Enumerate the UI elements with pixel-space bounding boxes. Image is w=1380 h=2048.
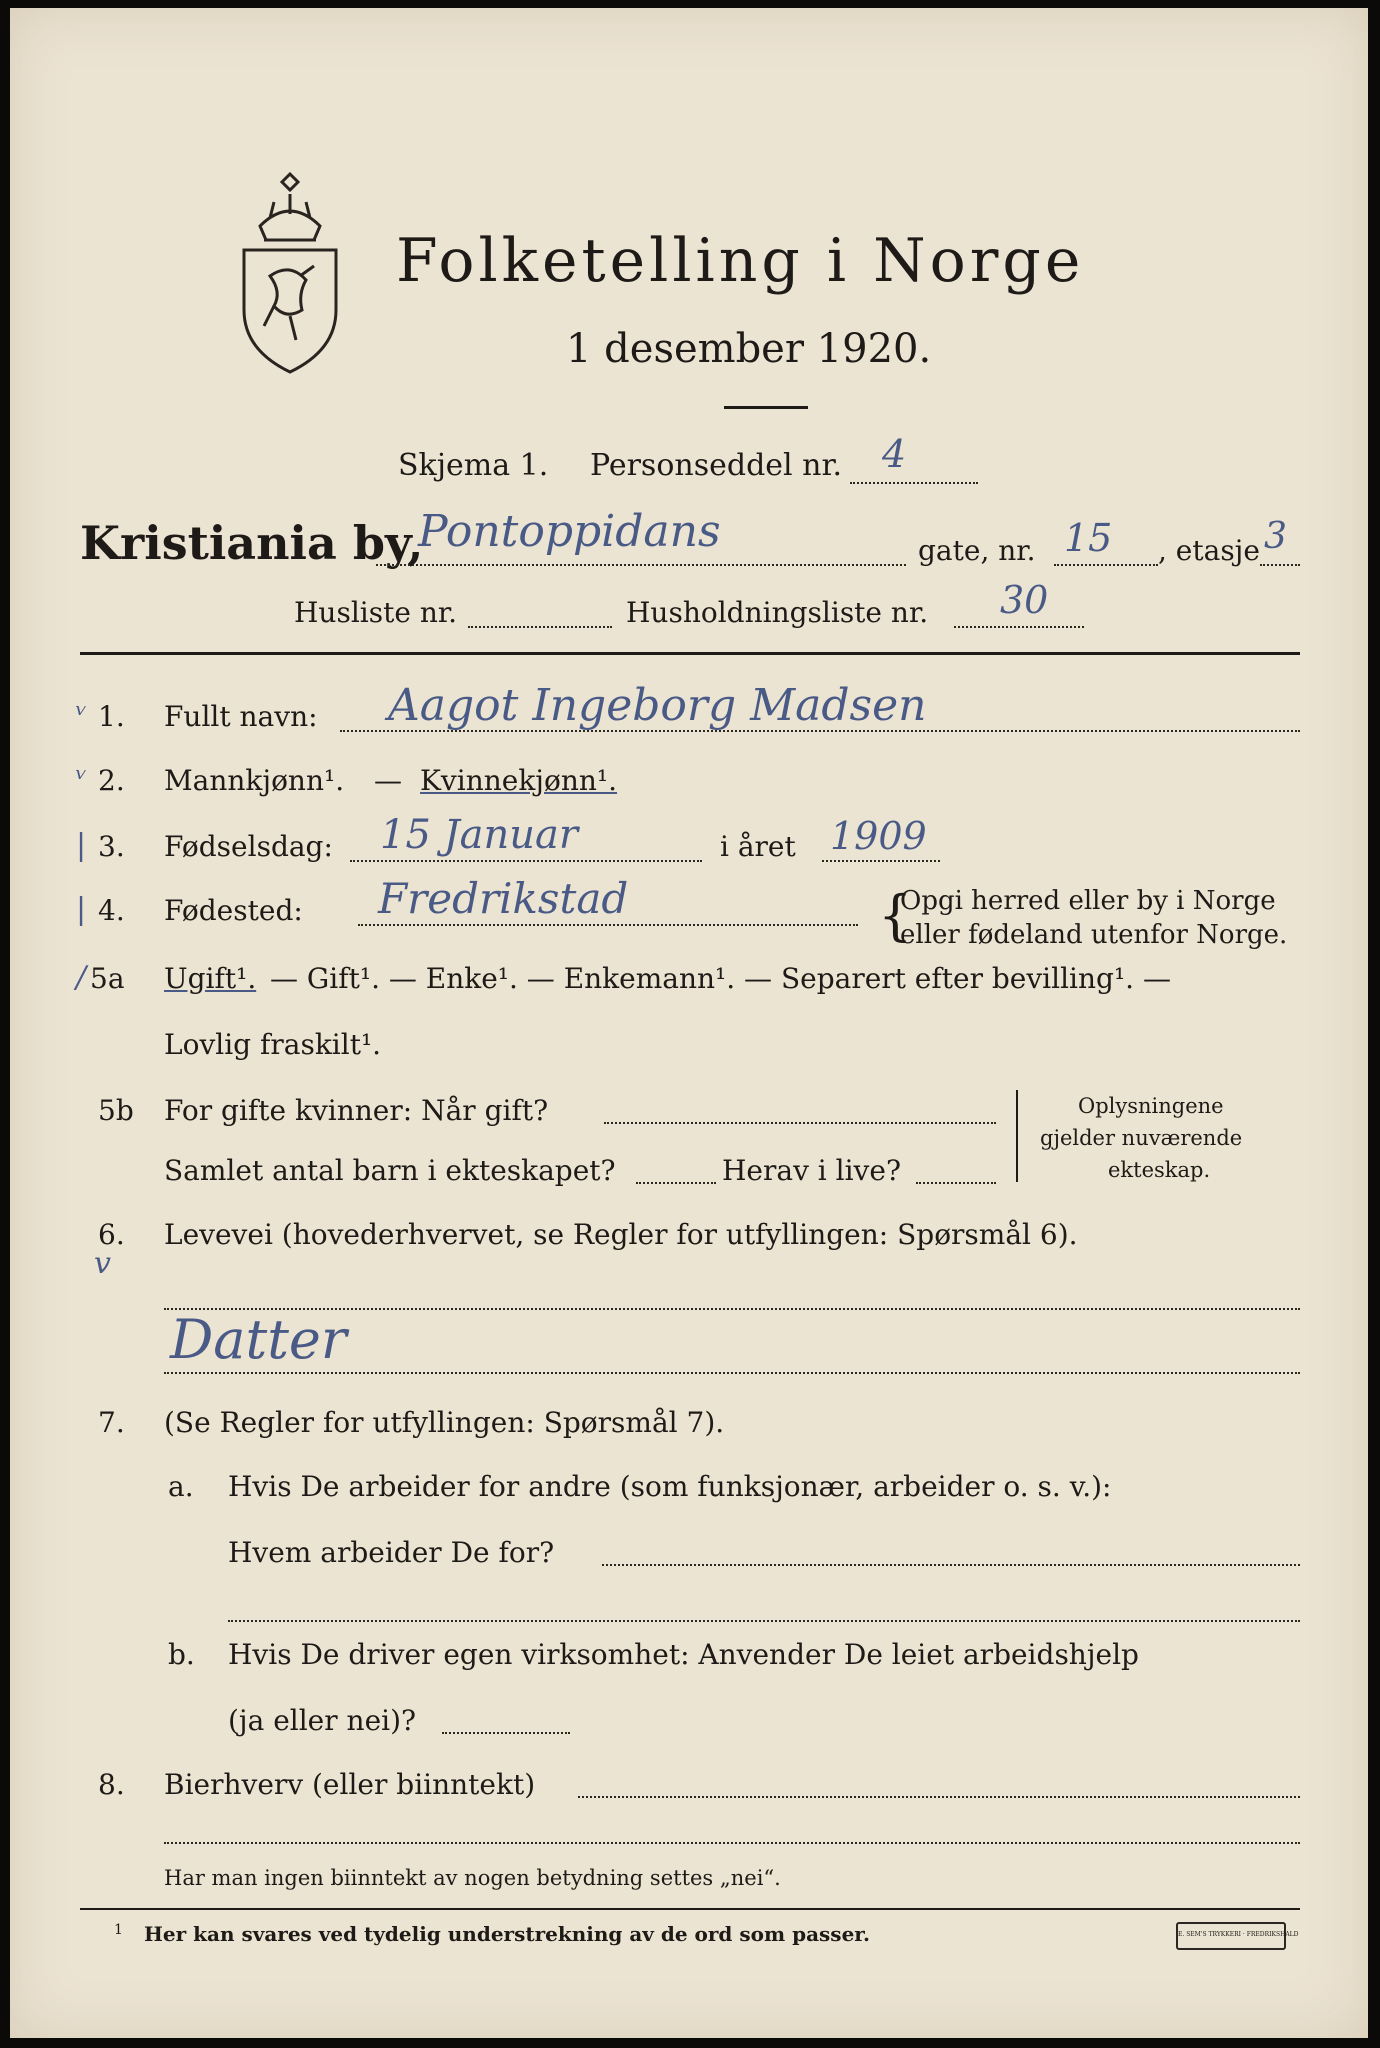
q5b-alive-line — [916, 1182, 996, 1184]
q3-check-mark: | — [76, 828, 87, 863]
q4-number: 4. — [98, 894, 125, 927]
q2-female-option[interactable]: Kvinnekjønn¹. — [420, 764, 618, 797]
q5b-number: 5b — [98, 1094, 134, 1127]
q1-number: 1. — [98, 700, 125, 733]
q6-check-mark: v — [94, 1246, 111, 1281]
footnote-text: Her kan svares ved tydelig understrekning av de ord som passer. — [144, 1922, 870, 1946]
q5b-children-line — [636, 1182, 716, 1184]
q6-number: 6. — [98, 1218, 125, 1251]
q3-label: Fødselsdag: — [164, 830, 333, 863]
q7a-answer-line — [602, 1564, 1300, 1566]
coat-of-arms-icon — [230, 166, 350, 376]
street-value[interactable]: Pontoppidans — [418, 506, 721, 557]
q1-label: Fullt navn: — [164, 700, 318, 733]
q3-year-label: i året — [720, 830, 796, 863]
q6-label: Levevei (hovederhvervet, se Regler for utfyllingen: Spørsmål 6). — [164, 1218, 1078, 1251]
q5a-other-options[interactable]: — Gift¹. — Enke¹. — Enkemann¹. — Separert efter bevilling¹. — — [270, 962, 1171, 995]
q1-value[interactable]: Aagot Ingeborg Madsen — [388, 680, 927, 731]
personseddel-value[interactable]: 4 — [882, 432, 907, 476]
q2-dash: — — [374, 764, 402, 797]
q5b-note-line1: Oplysningene — [1078, 1094, 1224, 1118]
gate-label: gate, nr. — [918, 534, 1036, 567]
q4-line — [358, 924, 858, 926]
husholdning-label: Husholdningsliste nr. — [626, 596, 929, 629]
q5b-married-label: For gifte kvinner: Når gift? — [164, 1094, 549, 1127]
husholdning-line — [954, 626, 1084, 628]
q5a-check-mark: / — [76, 960, 87, 995]
q5b-note-line2: gjelder nuværende — [1040, 1126, 1243, 1150]
q5b-note-bracket — [1016, 1090, 1018, 1182]
husliste-label: Husliste nr. — [294, 596, 458, 629]
q7-label: (Se Regler for utfyllingen: Spørsmål 7). — [164, 1406, 725, 1439]
q7b-answer-line — [442, 1732, 570, 1734]
footnote-marker: 1 — [114, 1922, 123, 1938]
city-label: Kristiania by, — [80, 516, 424, 570]
q3-year-value[interactable]: 1909 — [830, 814, 927, 858]
q3-date-value[interactable]: 15 Januar — [380, 812, 578, 858]
q7b-line1: Hvis De driver egen virksomhet: Anvender De leiet arbeidshjelp — [228, 1638, 1139, 1671]
q5b-children-label: Samlet antal barn i ekteskapet? — [164, 1154, 616, 1187]
q7a-line1: Hvis De arbeider for andre (som funksjonær, arbeider o. s. v.): — [228, 1470, 1112, 1503]
etasje-label: , etasje — [1158, 534, 1260, 567]
q7b-number: b. — [168, 1638, 195, 1671]
census-date: 1 desember 1920. — [566, 326, 932, 372]
q4-note-brace: { — [878, 884, 913, 947]
schema-label: Skjema 1. — [398, 448, 549, 483]
gate-nr-line — [1054, 564, 1158, 566]
q7b-line2: (ja eller nei)? — [228, 1704, 417, 1737]
q7-number: 7. — [98, 1406, 125, 1439]
title-divider — [724, 406, 808, 409]
footer-rule — [80, 1908, 1300, 1910]
q5b-married-line — [604, 1122, 996, 1124]
form-title: Folketelling i Norge — [396, 226, 1085, 296]
header-rule — [80, 652, 1300, 655]
q4-check-mark: | — [76, 892, 87, 927]
q7a-answer-line2 — [228, 1620, 1300, 1622]
q3-date-line — [350, 860, 702, 862]
q8-line2 — [164, 1842, 1300, 1844]
census-form — [10, 8, 1368, 2038]
q4-label: Fødested: — [164, 894, 303, 927]
q5a-ugift-option[interactable]: Ugift¹. — [164, 962, 257, 995]
q2-check-mark: ᵛ — [76, 762, 88, 797]
printer-stamp: E. SEM'S TRYKKERI · FREDRIKSHALD — [1176, 1922, 1286, 1950]
q5a-number: 5a — [90, 962, 125, 995]
street-line — [376, 564, 906, 566]
etasje-value[interactable]: 3 — [1264, 516, 1287, 557]
personseddel-label: Personseddel nr. — [590, 448, 843, 483]
q2-male-option[interactable]: Mannkjønn¹. — [164, 764, 345, 797]
q2-number: 2. — [98, 764, 125, 797]
q5a-lovlig-fraskilt[interactable]: Lovlig fraskilt¹. — [164, 1028, 382, 1061]
q4-value[interactable]: Fredrikstad — [378, 874, 629, 923]
q7a-number: a. — [168, 1470, 194, 1503]
q3-year-line — [822, 860, 940, 862]
q6-value[interactable]: Datter — [170, 1308, 347, 1371]
husliste-line — [468, 626, 612, 628]
etasje-line — [1260, 564, 1300, 566]
q3-number: 3. — [98, 830, 125, 863]
q1-check-mark: ᵛ — [76, 698, 88, 733]
q8-line1 — [578, 1796, 1300, 1798]
q5b-note-line3: ekteskap. — [1108, 1158, 1211, 1182]
gate-nr-value[interactable]: 15 — [1064, 516, 1113, 560]
q8-label: Bierhverv (eller biinntekt) — [164, 1768, 536, 1801]
q4-note-line1: Opgi herred eller by i Norge — [900, 886, 1276, 916]
q5b-alive-label: Herav i live? — [722, 1154, 901, 1187]
biinntekt-note: Har man ingen biinntekt av nogen betydning settes „nei“. — [164, 1866, 781, 1890]
q6-line2 — [164, 1372, 1300, 1374]
q7a-line2: Hvem arbeider De for? — [228, 1536, 555, 1569]
husholdning-value[interactable]: 30 — [1000, 578, 1049, 622]
personseddel-line — [850, 482, 978, 484]
q4-note-line2: eller fødeland utenfor Norge. — [900, 920, 1288, 950]
q8-number: 8. — [98, 1768, 125, 1801]
